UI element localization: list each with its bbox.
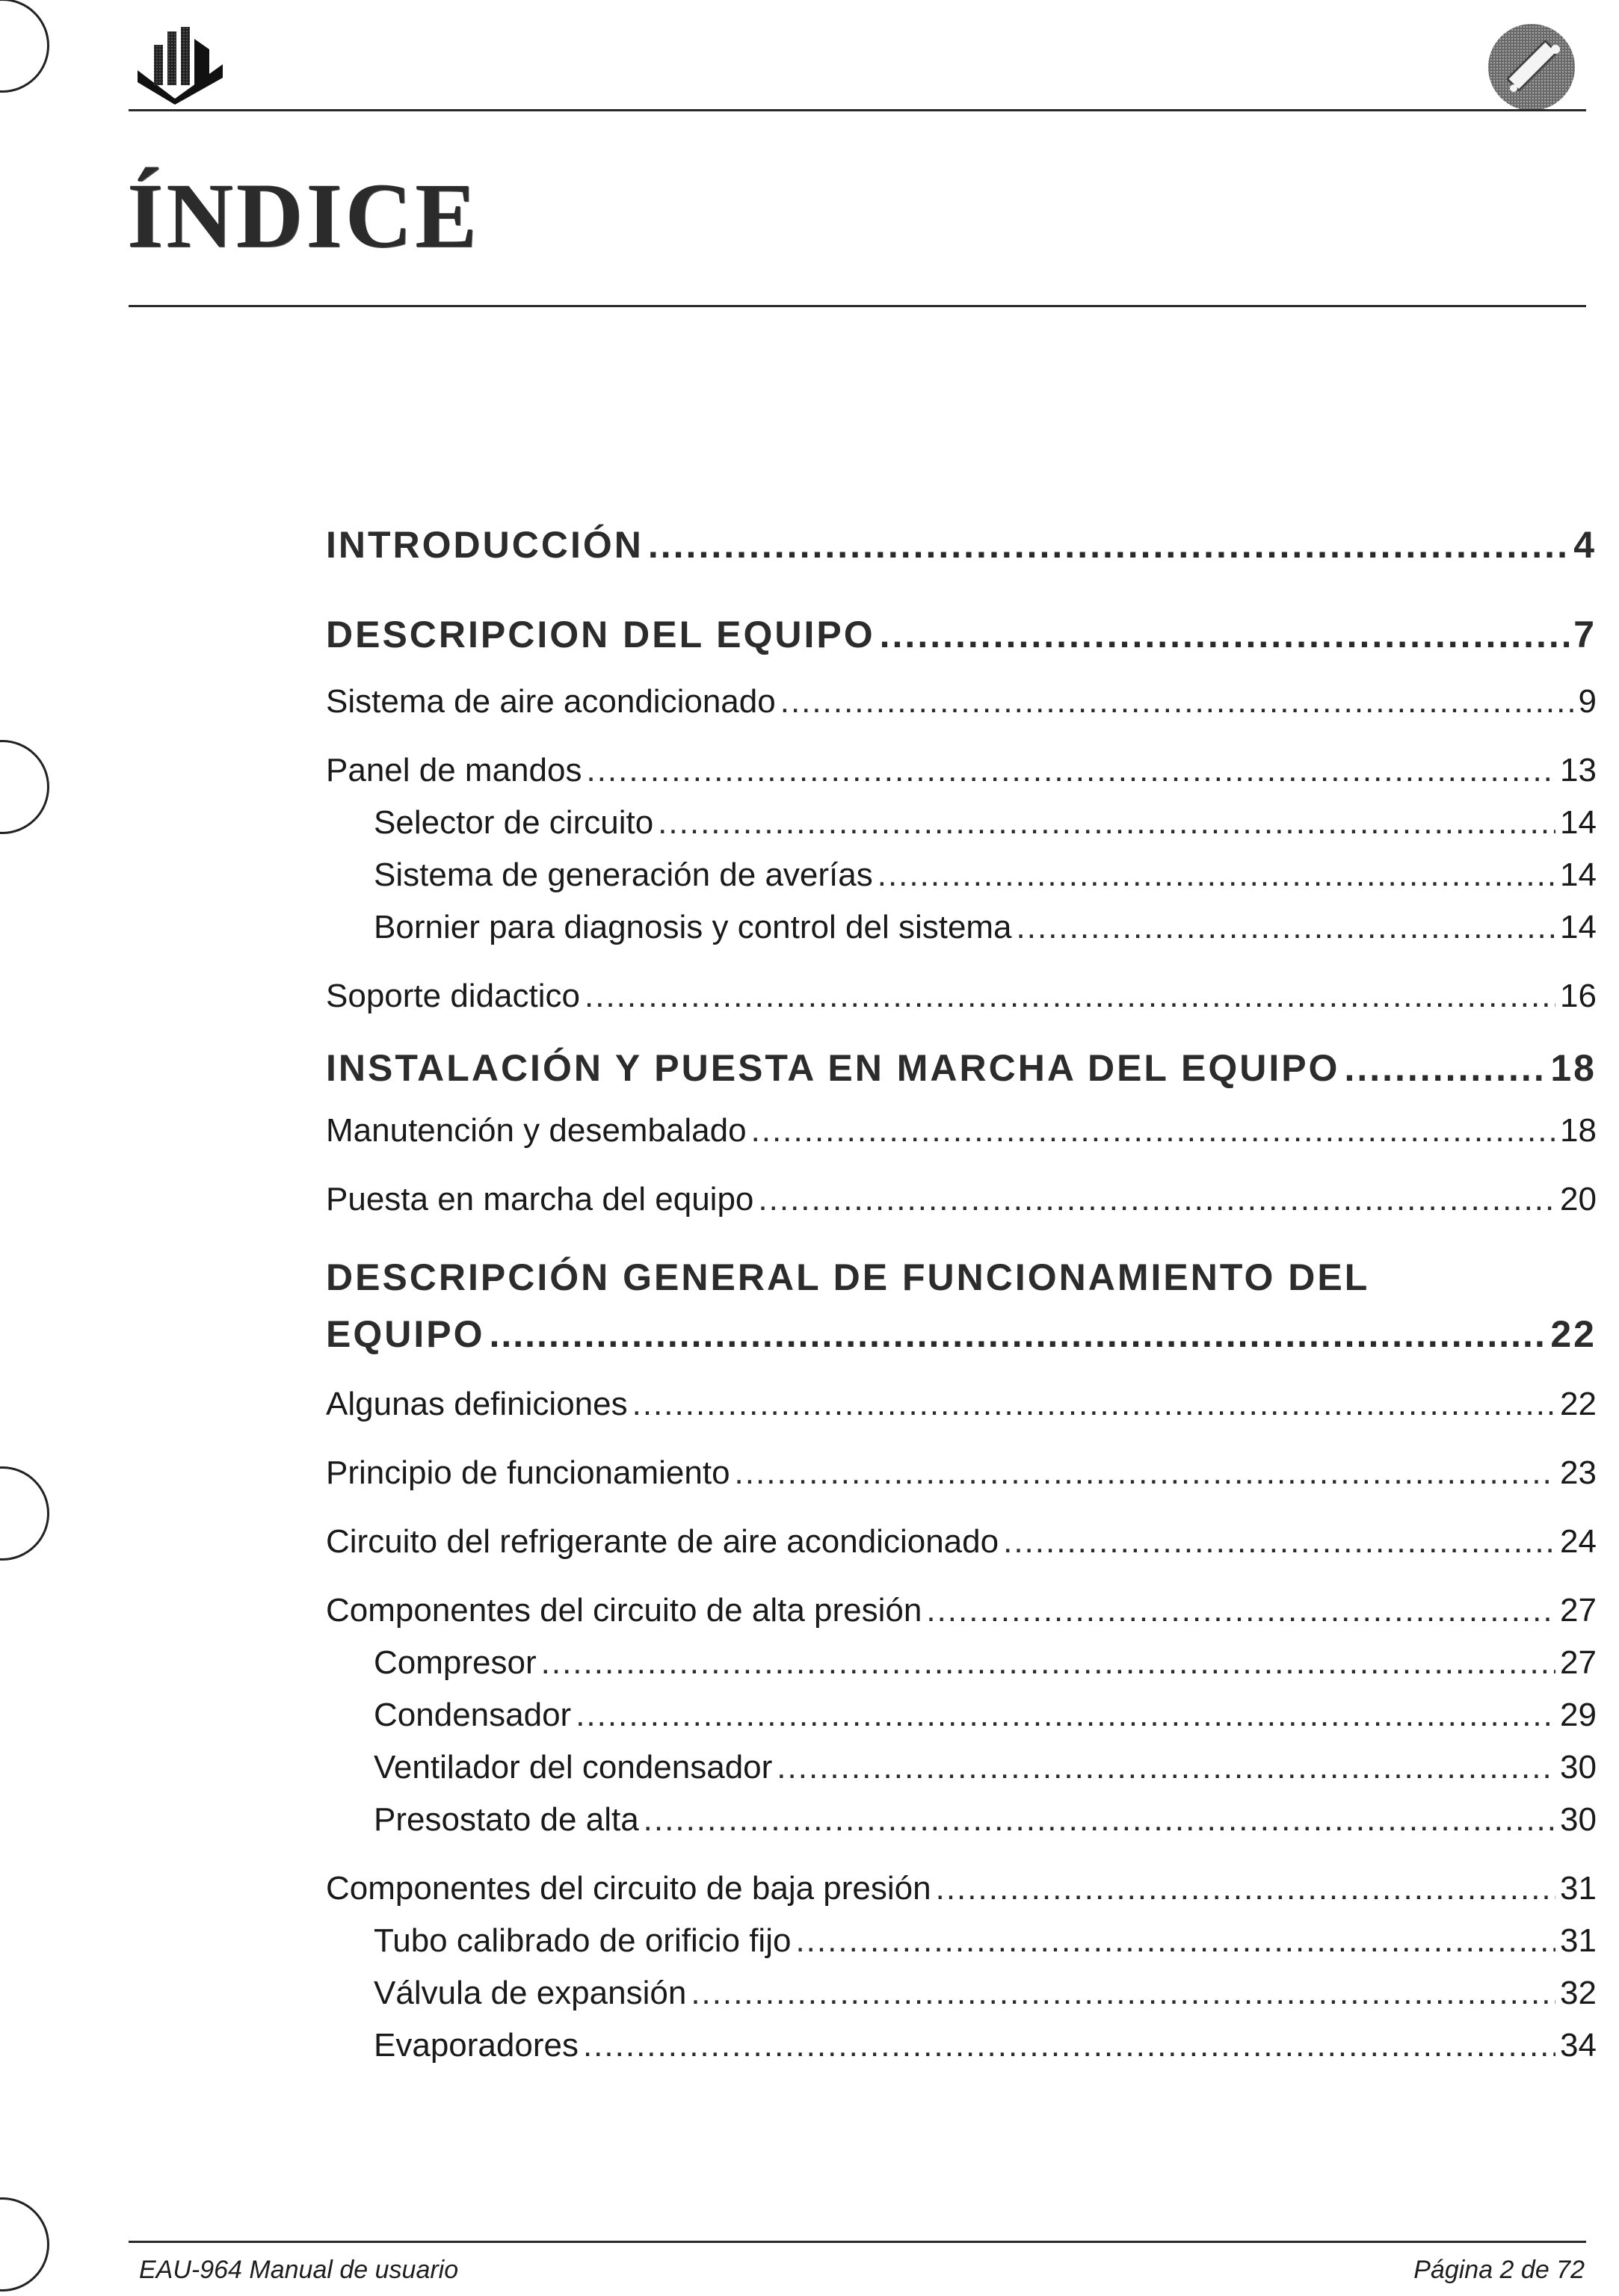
footer-page-number: Página 2 de 72: [1413, 2256, 1585, 2284]
toc-entry-label: Condensador: [374, 1697, 572, 1733]
toc-entry-page: 14: [1560, 909, 1597, 945]
toc-entry[interactable]: [326, 1592, 1597, 1629]
toc-entry-label: EQUIPO: [326, 1313, 485, 1355]
toc-entry-label: Compresor: [374, 1644, 537, 1681]
binder-hole: [0, 0, 49, 93]
toc-leader: [751, 1112, 1555, 1149]
footer-rule: [129, 2241, 1586, 2243]
toc-leader: [1344, 1046, 1546, 1090]
toc-entry[interactable]: [326, 1112, 1597, 1149]
toc-entry-page: 18: [1560, 1112, 1597, 1149]
toc-entry[interactable]: [326, 752, 1597, 789]
toc-entry-label: Panel de mandos: [326, 752, 582, 789]
toc-entry-label: DESCRIPCION DEL EQUIPO: [326, 614, 875, 655]
toc-entry[interactable]: [326, 1697, 1597, 1734]
toc-entry-label-line1: DESCRIPCIÓN GENERAL DE FUNCIONAMIENTO DEL: [326, 1256, 1370, 1298]
toc-entry-label: Tubo calibrado de orificio fijo: [374, 1922, 792, 1959]
toc-entry-page: 13: [1560, 752, 1597, 789]
toc-entry[interactable]: [326, 1975, 1597, 2012]
toc-entry[interactable]: [326, 1254, 1597, 1357]
toc-entry[interactable]: [326, 1870, 1597, 1907]
toc-entry[interactable]: [326, 1523, 1597, 1561]
toc-leader: [541, 1644, 1555, 1682]
toc-entry-page: 32: [1560, 1975, 1597, 2011]
toc-entry-page: 22: [1560, 1386, 1597, 1422]
toc-leader: [691, 1975, 1555, 2012]
toc-entry-label: Sistema de aire acondicionado: [326, 683, 776, 720]
toc-leader: [878, 857, 1555, 894]
table-of-contents: [326, 523, 1597, 2064]
toc-leader: [1003, 1523, 1555, 1561]
toc-leader: [777, 1749, 1555, 1786]
toc-entry[interactable]: [326, 1386, 1597, 1423]
toc-entry-page: 7: [1573, 614, 1597, 655]
toc-leader: [632, 1386, 1555, 1423]
page-title: ÍNDICE: [127, 164, 480, 267]
toc-entry[interactable]: [326, 1922, 1597, 1960]
title-rule: [129, 305, 1586, 307]
toc-entry-label: Componentes del circuito de alta presión: [326, 1592, 922, 1629]
toc-entry-label: Sistema de generación de averías: [374, 857, 873, 893]
toc-entry-page: 4: [1573, 524, 1597, 566]
toc-entry-label: Ventilador del condensador: [374, 1749, 773, 1786]
toc-entry-page: 9: [1578, 683, 1597, 720]
toc-leader: [586, 752, 1555, 789]
toc-leader: [926, 1592, 1555, 1629]
toc-entry-page: 22: [1550, 1313, 1597, 1355]
toc-entry[interactable]: [326, 857, 1597, 894]
toc-entry[interactable]: [326, 804, 1597, 842]
binder-hole: [0, 2197, 49, 2292]
toc-leader: [489, 1311, 1546, 1357]
toc-entry-label: Válvula de expansión: [374, 1975, 687, 2011]
footer-document-id: EAU-964 Manual de usuario: [139, 2256, 459, 2284]
toc-entry-label: Evaporadores: [374, 2027, 579, 2064]
toc-leader: [880, 613, 1570, 656]
toc-entry-label: Bornier para diagnosis y control del sistema: [374, 909, 1012, 945]
toc-entry-page: 27: [1560, 1644, 1597, 1681]
toc-entry-label: Principio de funcionamiento: [326, 1454, 730, 1491]
toc-entry-page: 27: [1560, 1592, 1597, 1629]
toc-leader: [648, 523, 1569, 567]
toc-entry[interactable]: [326, 683, 1597, 720]
toc-leader: [780, 683, 1574, 720]
header-rule: [129, 109, 1586, 111]
toc-entry-label: INTRODUCCIÓN: [326, 524, 644, 566]
toc-leader: [585, 978, 1555, 1015]
toc-leader: [583, 2027, 1555, 2064]
toc-entry-label: Componentes del circuito de baja presión: [326, 1870, 931, 1907]
toc-entry[interactable]: [326, 523, 1597, 567]
toc-leader: [735, 1454, 1556, 1492]
toc-entry[interactable]: [326, 2027, 1597, 2064]
toc-entry[interactable]: [326, 1181, 1597, 1218]
toc-entry-page: 29: [1560, 1697, 1597, 1733]
toc-entry-label: Presostato de alta: [374, 1801, 639, 1838]
toc-entry-page: 20: [1560, 1181, 1597, 1218]
toc-entry[interactable]: [326, 1801, 1597, 1839]
toc-entry[interactable]: [326, 1454, 1597, 1492]
toc-entry[interactable]: [326, 613, 1597, 656]
toc-entry-page: 23: [1560, 1454, 1597, 1491]
toc-entry-page: 34: [1560, 2027, 1597, 2064]
toc-entry-page: 14: [1560, 804, 1597, 841]
toc-entry-page: 16: [1560, 978, 1597, 1014]
toc-entry-label: INSTALACIÓN Y PUESTA EN MARCHA DEL EQUIPO: [326, 1047, 1340, 1089]
toc-leader: [795, 1922, 1555, 1960]
toc-entry-page: 24: [1560, 1523, 1597, 1560]
toc-entry-label: Puesta en marcha del equipo: [326, 1181, 754, 1218]
toc-entry-page: 30: [1560, 1749, 1597, 1786]
toc-entry[interactable]: [326, 1046, 1597, 1090]
toc-leader: [644, 1801, 1555, 1839]
binder-hole: [0, 1466, 49, 1561]
toc-entry-page: 30: [1560, 1801, 1597, 1838]
toc-leader: [1017, 909, 1556, 946]
toc-entry-label: Selector de circuito: [374, 804, 654, 841]
toc-entry-page: 31: [1560, 1870, 1597, 1907]
toc-leader: [758, 1181, 1555, 1218]
toc-leader: [576, 1697, 1555, 1734]
toc-entry[interactable]: [326, 909, 1597, 946]
toc-entry[interactable]: [326, 1749, 1597, 1786]
toc-entry[interactable]: [326, 1644, 1597, 1682]
publisher-logo: [132, 24, 229, 106]
binder-hole: [0, 740, 49, 834]
toc-entry-label: Algunas definiciones: [326, 1386, 628, 1422]
toc-leader: [936, 1870, 1555, 1907]
toc-entry-page: 18: [1550, 1047, 1597, 1089]
toc-entry-label: Soporte didactico: [326, 978, 580, 1014]
toc-leader: [658, 804, 1555, 842]
toc-entry-page: 31: [1560, 1922, 1597, 1959]
manual-badge-icon: [1484, 19, 1579, 115]
toc-entry-page: 14: [1560, 857, 1597, 893]
toc-entry-label: Circuito del refrigerante de aire acondicionado: [326, 1523, 999, 1560]
toc-entry[interactable]: [326, 978, 1597, 1015]
toc-entry-label: Manutención y desembalado: [326, 1112, 747, 1149]
